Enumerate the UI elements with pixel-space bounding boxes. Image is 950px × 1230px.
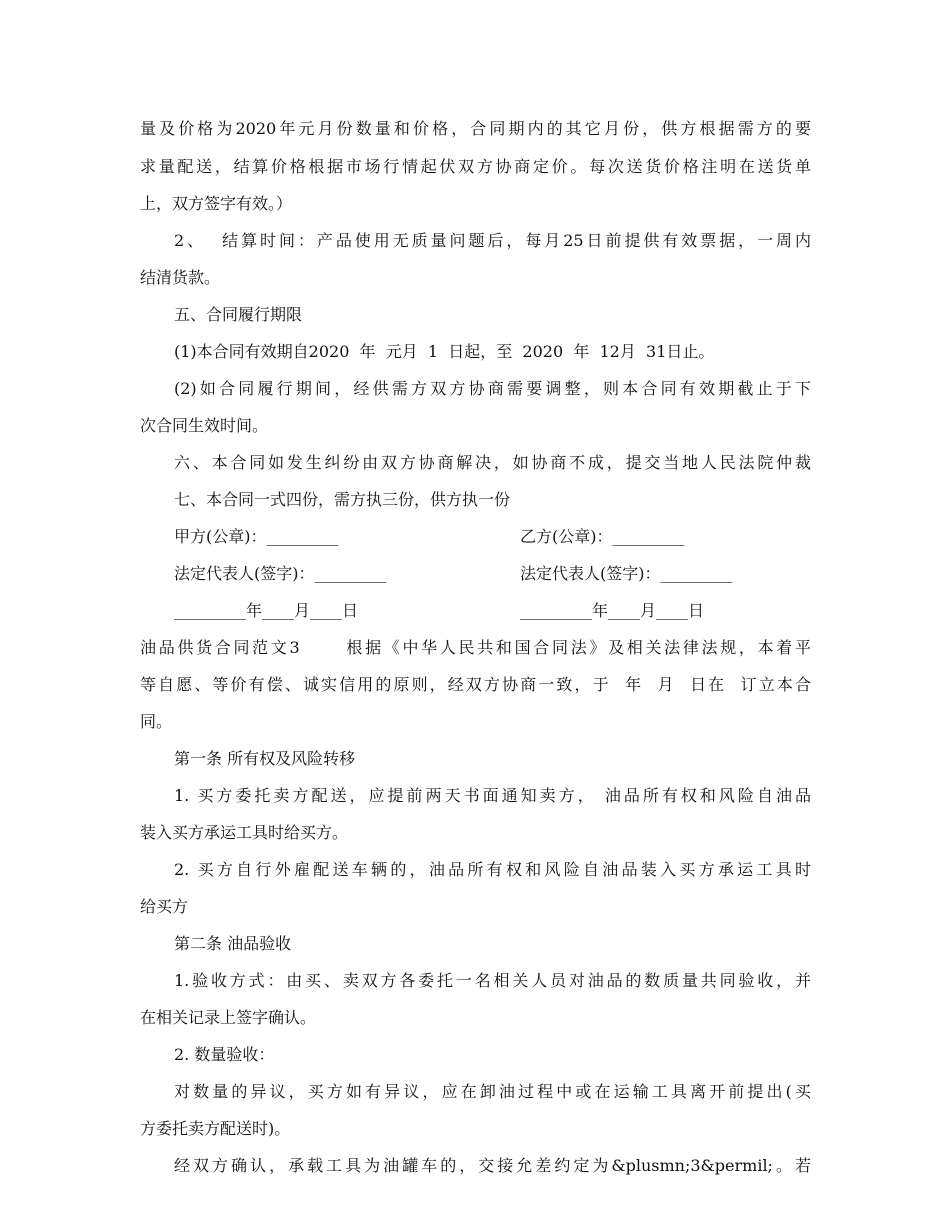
- paragraph-line: (1)本合同有效期自2020 年 元月 1 日起，至 2020 年 12月 31日止。: [174, 342, 715, 361]
- paragraph-line: 量及价格为2020年元月份数量和价格，合同期内的其它月份，供方根据需方的要: [140, 119, 811, 138]
- paragraph-line: 七、本合同一式四份，需方执三份，供方执一份: [174, 490, 511, 509]
- party-b-seal: 乙方(公章)：_________: [520, 527, 685, 546]
- paragraph-line: 上，双方签字有效。）: [140, 194, 293, 213]
- article-heading: 第一条 所有权及风险转移: [174, 749, 356, 768]
- paragraph-line: 经双方确认，承载工具为油罐车的，交接允差约定为&plusmn;3&permil;。若: [174, 1156, 811, 1175]
- paragraph-line: (2)如合同履行期间，经供需方双方协商需要调整，则本合同有效期截止于下: [174, 379, 811, 398]
- document-title-line: 油品供货合同范文3 根据《中华人民共和国合同法》及相关法律法规，本着平: [140, 638, 811, 657]
- paragraph-line: 等自愿、等价有偿、诚实信用的原则，经双方协商一致，于 年 月 日在 订立本合: [140, 675, 811, 694]
- paragraph-line: 2、 结算时间：产品使用无质量问题后，每月25日前提供有效票据，一周内: [174, 231, 811, 250]
- party-a-seal: 甲方(公章)：_________: [174, 527, 339, 546]
- party-a-representative: 法定代表人(签字)：_________: [174, 564, 387, 583]
- paragraph-line: 方委托卖方配送时)。: [140, 1119, 291, 1138]
- paragraph-line: 2. 买方自行外雇配送车辆的，油品所有权和风险自油品装入买方承运工具时: [174, 860, 811, 879]
- paragraph-line: 六、本合同如发生纠纷由双方协商解决，如协商不成，提交当地人民法院仲裁: [174, 453, 811, 472]
- paragraph-line: 结清货款。: [140, 268, 221, 287]
- paragraph-line: 求量配送，结算价格根据市场行情起伏双方协商定价。每次送货价格注明在送货单: [140, 157, 811, 176]
- paragraph-line: 给买方: [140, 897, 189, 916]
- paragraph-line: 在相关记录上签字确认。: [140, 1008, 317, 1027]
- article-heading: 第二条 油品验收: [174, 934, 292, 953]
- paragraph-line: 同。: [140, 712, 173, 731]
- section-heading: 五、合同履行期限: [174, 305, 303, 324]
- party-b-representative: 法定代表人(签字)：_________: [520, 564, 733, 583]
- party-b-date: _________年____月____日: [520, 601, 705, 620]
- paragraph-line: 1. 买方委托卖方配送，应提前两天书面通知卖方， 油品所有权和风险自油品: [174, 786, 811, 805]
- paragraph-line: 次合同生效时间。: [140, 416, 269, 435]
- paragraph-line: 2. 数量验收：: [174, 1045, 275, 1064]
- paragraph-line: 1.验收方式：由买、卖双方各委托一名相关人员对油品的数质量共同验收，并: [174, 971, 811, 990]
- paragraph-line: 对数量的异议，买方如有异议，应在卸油过程中或在运输工具离开前提出(买: [174, 1082, 811, 1101]
- paragraph-line: 装入买方承运工具时给买方。: [140, 823, 349, 842]
- party-a-date: _________年____月____日: [174, 601, 359, 620]
